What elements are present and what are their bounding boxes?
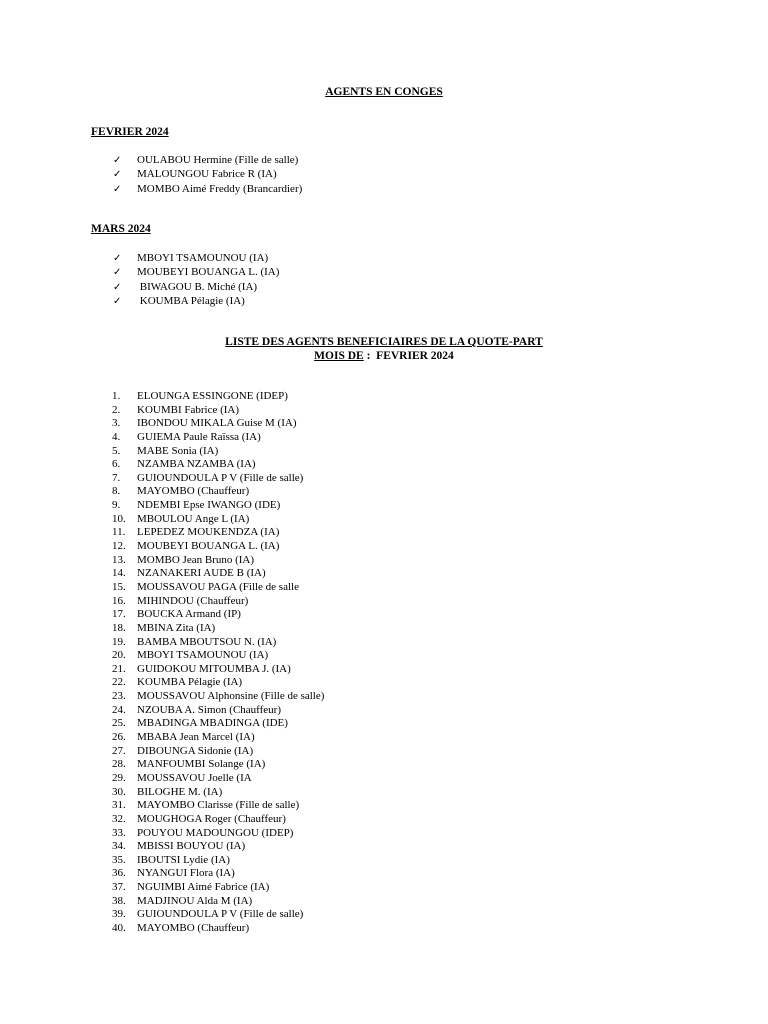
item-number: 7.: [112, 471, 121, 484]
conges-list-mars: [113, 251, 279, 308]
item-number: 4.: [112, 430, 121, 443]
checkmark-icon: ✓: [113, 253, 122, 264]
list-item: [112, 431, 324, 445]
agent-name: GUIDOKOU MITOUMBA J. (IA): [137, 662, 291, 675]
list-item: [112, 390, 324, 404]
agent-name: MBADINGA MBADINGA (IDE): [137, 717, 288, 730]
agent-name: BIWAGOU B. Miché (IA): [137, 280, 258, 293]
list-item: [112, 867, 324, 881]
list-item: [112, 485, 324, 499]
item-number: 16.: [112, 594, 126, 607]
conges-title: AGENTS EN CONGES: [325, 86, 443, 98]
agent-name: MAYOMBO (Chauffeur): [137, 485, 250, 498]
item-number: 25.: [112, 717, 126, 730]
month-value: FEVRIER 2024: [376, 350, 454, 362]
agent-name: MOUSSAVOU Alphonsine (Fille de salle): [137, 690, 325, 703]
list-item: [112, 595, 324, 609]
agent-name: MOUBEYI BOUANGA L. (IA): [137, 540, 280, 553]
list-item: [112, 417, 324, 431]
list-item: [113, 265, 279, 279]
list-item: [112, 690, 324, 704]
list-item: [112, 636, 324, 650]
month-label: MOIS DE: [314, 350, 364, 362]
quote-part-month: [0, 349, 768, 363]
item-number: 2.: [112, 403, 121, 416]
item-number: 28.: [112, 758, 126, 771]
agent-name: IBOUTSI Lydie (IA): [137, 853, 230, 866]
agent-name: KOUMBI Fabrice (IA): [137, 403, 240, 416]
item-number: 8.: [112, 485, 121, 498]
item-number: 37.: [112, 881, 126, 894]
agent-name: MAYOMBO Clarisse (Fille de salle): [137, 799, 300, 812]
list-item: [112, 472, 324, 486]
list-item: [113, 294, 279, 308]
quote-part-heading: [0, 335, 768, 363]
list-item: [112, 540, 324, 554]
agent-name: MBISSI BOUYOU (IA): [137, 840, 246, 853]
agent-name: MOUSSAVOU PAGA (Fille de salle: [137, 580, 299, 593]
agent-name: NZOUBA A. Simon (Chauffeur): [137, 703, 282, 716]
agent-name: KOUMBA Pélagie (IA): [137, 676, 243, 689]
list-item: [113, 251, 279, 265]
agent-name: MAYOMBO (Chauffeur): [137, 921, 250, 934]
item-number: 17.: [112, 608, 126, 621]
agent-name: BAMBA MBOUTSOU N. (IA): [137, 635, 277, 648]
item-number: 21.: [112, 662, 126, 675]
item-number: 40.: [112, 921, 126, 934]
agent-name: MABE Sonia (IA): [137, 444, 219, 457]
checkmark-icon: ✓: [113, 295, 122, 307]
list-item: [113, 280, 279, 294]
item-number: 29.: [112, 771, 126, 784]
list-item: [112, 663, 324, 677]
list-item: [112, 526, 324, 540]
agent-name: NZAMBA NZAMBA (IA): [137, 458, 256, 471]
agent-name: KOUMBA Pélagie (IA): [137, 294, 245, 307]
conges-list-fevrier: [113, 153, 302, 196]
list-item: [112, 745, 324, 759]
agent-name: GUIOUNDOULA P V (Fille de salle): [137, 908, 304, 921]
agent-name: NYANGUI Flora (IA): [137, 867, 235, 880]
list-item: [112, 554, 324, 568]
item-number: 39.: [112, 908, 126, 921]
checkmark-icon: ✓: [113, 169, 122, 181]
item-number: 19.: [112, 635, 126, 648]
list-item: [113, 167, 302, 181]
item-number: 12.: [112, 540, 126, 553]
agent-name: MOMBO Jean Bruno (IA): [137, 553, 255, 566]
list-item: [113, 182, 302, 196]
section-heading-mars: MARS 2024: [91, 223, 151, 235]
agent-name: LEPEDEZ MOUKENDZA (IA): [137, 526, 280, 539]
list-item: [112, 908, 324, 922]
item-number: 30.: [112, 785, 126, 798]
checkmark-icon: ✓: [113, 183, 122, 195]
item-number: 38.: [112, 894, 126, 907]
checkmark-icon: ✓: [113, 267, 122, 279]
agent-name: NGUIMBI Aimé Fabrice (IA): [137, 881, 270, 894]
item-number: 32.: [112, 812, 126, 825]
list-item: [112, 827, 324, 841]
agent-name: MOUGHOGA Roger (Chauffeur): [137, 812, 286, 825]
item-number: 5.: [112, 444, 121, 457]
list-item: [112, 404, 324, 418]
quote-part-title: LISTE DES AGENTS BENEFICIAIRES DE LA QUOTE-PART: [225, 336, 543, 348]
list-item: [112, 922, 324, 936]
item-number: 15.: [112, 580, 126, 593]
agent-name: MBOULOU Ange L (IA): [137, 512, 250, 525]
section-heading-fevrier: FEVRIER 2024: [91, 126, 169, 138]
item-number: 34.: [112, 840, 126, 853]
agent-name: MBOYI TSAMOUNOU (IA): [137, 252, 269, 264]
agent-name: BOUCKA Armand (IP): [137, 608, 241, 621]
list-item: [112, 881, 324, 895]
agent-name: NZANAKERI AUDE B (IA): [137, 567, 266, 580]
checkmark-icon: ✓: [113, 155, 122, 166]
agent-name: MBOYI TSAMOUNOU (IA): [137, 649, 269, 662]
list-item: [112, 799, 324, 813]
item-number: 10.: [112, 512, 126, 525]
list-item: [112, 567, 324, 581]
item-number: 26.: [112, 731, 126, 744]
list-item: [112, 704, 324, 718]
agent-name: POUYOU MADOUNGOU (IDEP): [137, 826, 294, 839]
item-number: 35.: [112, 853, 126, 866]
list-item: [112, 717, 324, 731]
agent-name: BILOGHE M. (IA): [137, 785, 223, 798]
item-number: 3.: [112, 417, 121, 430]
list-item: [112, 731, 324, 745]
agent-name: ELOUNGA ESSINGONE (IDEP): [137, 390, 288, 402]
list-item: [112, 676, 324, 690]
item-number: 22.: [112, 676, 126, 689]
list-item: [112, 758, 324, 772]
agent-name: MADJINOU Alda M (IA): [137, 894, 253, 907]
item-number: 13.: [112, 553, 126, 566]
agent-name: GUIOUNDOULA P V (Fille de salle): [137, 471, 304, 484]
item-number: 23.: [112, 690, 126, 703]
item-number: 9.: [112, 499, 121, 512]
list-item: [112, 622, 324, 636]
item-number: 36.: [112, 867, 126, 880]
item-number: 14.: [112, 567, 126, 580]
list-item: [112, 649, 324, 663]
item-number: 31.: [112, 799, 126, 812]
checkmark-icon: ✓: [113, 281, 122, 293]
list-item: [112, 772, 324, 786]
item-number: 20.: [112, 649, 126, 662]
list-item: [112, 445, 324, 459]
agent-name: MBINA Zita (IA): [137, 621, 216, 634]
agent-name: DIBOUNGA Sidonie (IA): [137, 744, 254, 757]
list-item: [113, 153, 302, 167]
item-number: 24.: [112, 703, 126, 716]
agent-name: MBABA Jean Marcel (IA): [137, 731, 255, 744]
agent-name: OULABOU Hermine (Fille de salle): [137, 154, 299, 166]
agent-name: MOMBO Aimé Freddy (Brancardier): [137, 182, 303, 195]
agent-name: MALOUNGOU Fabrice R (IA): [137, 168, 277, 181]
item-number: 1.: [112, 390, 121, 402]
list-item: [112, 840, 324, 854]
list-item: [112, 513, 324, 527]
agent-name: MANFOUMBI Solange (IA): [137, 758, 266, 771]
agent-name: MOUSSAVOU Joelle (IA: [137, 771, 252, 784]
agent-name: IBONDOU MIKALA Guise M (IA): [137, 417, 297, 430]
list-item: [112, 786, 324, 800]
agent-name: GUIEMA Paule Raïssa (IA): [137, 430, 261, 443]
month-separator: :: [363, 350, 377, 362]
item-number: 27.: [112, 744, 126, 757]
list-item: [112, 608, 324, 622]
list-item: [112, 854, 324, 868]
item-number: 33.: [112, 826, 126, 839]
item-number: 11.: [112, 526, 126, 539]
agent-name: NDEMBI Epse IWANGO (IDE): [137, 499, 281, 512]
list-item: [112, 458, 324, 472]
agent-name: MIHINDOU (Chauffeur): [137, 594, 249, 607]
list-item: [112, 499, 324, 513]
list-item: [112, 895, 324, 909]
item-number: 6.: [112, 458, 121, 471]
item-number: 18.: [112, 621, 126, 634]
beneficiaires-list: [112, 390, 324, 936]
list-item: [112, 813, 324, 827]
list-item: [112, 581, 324, 595]
agent-name: MOUBEYI BOUANGA L. (IA): [137, 266, 280, 279]
